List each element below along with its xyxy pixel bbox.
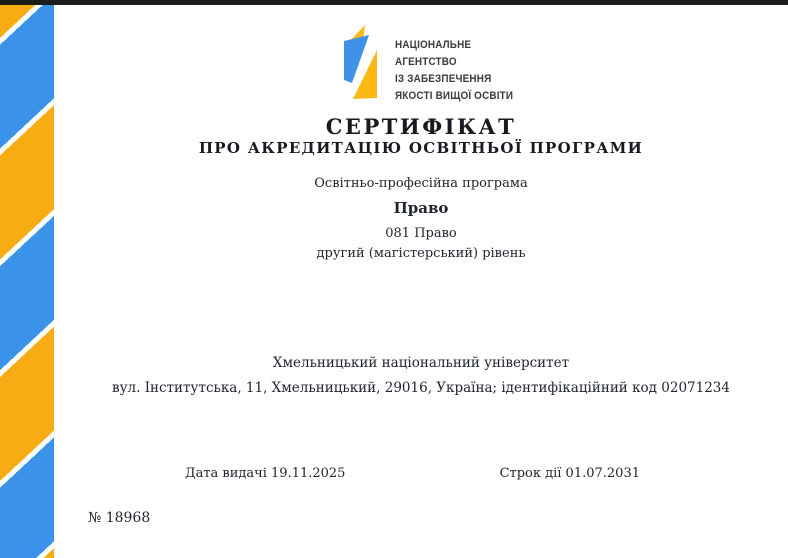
diagonal-stripes-pattern xyxy=(0,0,54,558)
agency-logo-icon xyxy=(338,22,383,107)
agency-name xyxy=(394,37,513,105)
certificate-title: СЕРТИФІКАТ xyxy=(325,114,517,139)
program-specialty-code: 081 Право xyxy=(385,226,457,241)
agency-name-line: АГЕНТСТВО xyxy=(394,56,457,68)
certificate-subtitle: ПРО АКРЕДИТАЦІЮ ОСВІТНЬОЇ ПРОГРАМИ xyxy=(198,139,644,157)
agency-logo xyxy=(54,22,788,107)
issue-date: Дата видачі 19.11.2025 xyxy=(185,466,346,481)
expiry-date: Строк дії 01.07.2031 xyxy=(499,466,640,481)
left-stripe-ribbon xyxy=(0,0,54,558)
agency-name-line: ІЗ ЗАБЕЗПЕЧЕННЯ xyxy=(394,73,491,85)
agency-name-line: НАЦІОНАЛЬНЕ xyxy=(394,39,471,51)
program-type-label: Освітньо-професійна програма xyxy=(314,176,528,191)
certificate-number: № 18968 xyxy=(88,510,151,526)
institution-name: Хмельницький національний університет xyxy=(272,355,570,371)
program-level: другий (магістерський) рівень xyxy=(316,246,526,261)
institution-address: вул. Інститутська, 11, Хмельницький, 29016, Україна; ідентифікаційний код 02071234 xyxy=(112,380,730,396)
top-border-bar xyxy=(0,0,788,5)
program-name: Право xyxy=(393,199,449,217)
agency-name-line: ЯКОСТІ ВИЩОЇ ОСВІТИ xyxy=(394,90,513,102)
certificate-content xyxy=(54,0,788,558)
validity-row xyxy=(54,466,788,481)
